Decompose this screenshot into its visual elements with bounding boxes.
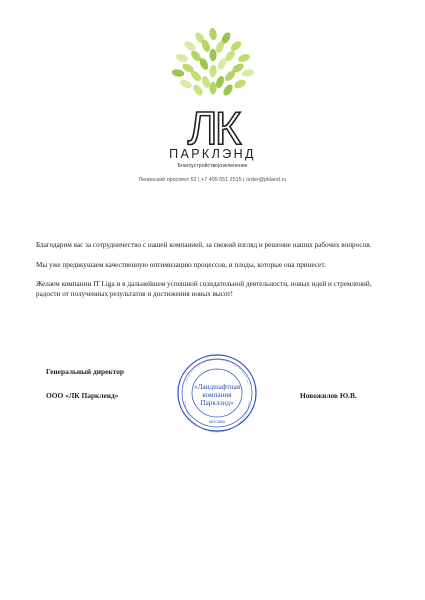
logo-leaves xyxy=(171,28,254,97)
logo-leaf xyxy=(183,39,197,52)
logo-leaf xyxy=(175,52,189,63)
stamp-line-1: «Ландшафтная xyxy=(193,383,241,391)
logo-leaf xyxy=(209,65,217,78)
paragraph-2: Мы уже предвкушаем качественную оптимизацию процессов, и плоды, которые она принесет. xyxy=(36,260,326,269)
paragraph-1: Благодарим вас за сотрудничество с нашей компанией, за свежий взгляд и решение наших рабочих вопросов. xyxy=(36,241,372,249)
paragraph-3: Желаем компании IT Liga и в дальнейшем успешной созидательной деятельности, новых идей и стремлений, радости от полученных результатов и достижения новых высот! xyxy=(36,280,372,298)
logo-leaf xyxy=(171,68,184,77)
stamp-line-3: Парклэнд» xyxy=(200,399,234,407)
logo-leaf xyxy=(237,52,251,63)
logo-leaf xyxy=(179,78,193,90)
logo-leaf xyxy=(221,83,234,97)
logo-leaf xyxy=(208,28,217,41)
logo-leaf xyxy=(191,83,204,97)
parkland-tree-logo xyxy=(160,28,266,150)
signatory-company: ООО «ЛК Паркленд» xyxy=(46,391,119,400)
brand-tagline: Благоустройство|озеленение xyxy=(177,163,248,169)
letter-body xyxy=(36,241,392,309)
logo-leaf xyxy=(209,49,216,61)
logo-leaf xyxy=(241,68,254,77)
logo-letters: ЛК xyxy=(187,102,239,150)
logo-leaf xyxy=(229,39,243,52)
signatory-name: Новожилов Ю.В. xyxy=(300,391,357,400)
stamp-line-2: компания xyxy=(202,391,232,399)
contact-line: Ленинский проспект 52 | +7 495 651 2515 | order@pkland.ru xyxy=(138,177,287,183)
company-stamp xyxy=(176,353,258,433)
logo-leaf xyxy=(233,78,247,90)
stamp-city: МОСКВА xyxy=(208,420,226,424)
brand-name: ПАРКЛЭНД xyxy=(169,147,256,161)
logo-leaf xyxy=(209,82,216,94)
signatory-title: Генеральный директор xyxy=(46,367,125,376)
